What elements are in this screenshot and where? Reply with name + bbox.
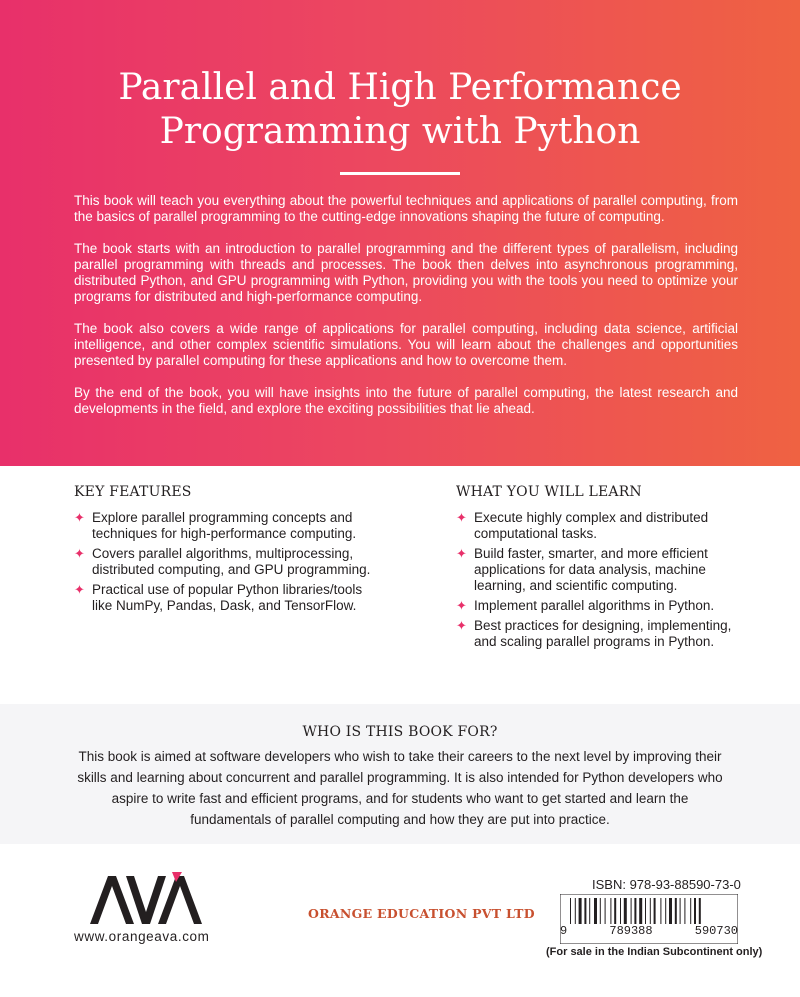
book-title-line-1: Parallel and High Performance [118,67,682,108]
list-item-text: Covers parallel algorithms, multiprocessing, distributed computing, and GPU programming. [92,546,371,577]
description-paragraph: The book also covers a wide range of applications for parallel computing, including data science, artificial intelligence, and other complex scientific simulations. You will learn about the challenges and opportunities presented by parallel computing for these applications and how to overcome them. [74,321,738,368]
list-item [456,510,756,542]
list-item [74,546,374,578]
description-paragraph: This book will teach you everything about the powerful techniques and applications of parallel computing, from the basics of parallel programming to the cutting-edge innovations shaping the future of computing. [74,193,738,224]
key-features-list [74,510,374,614]
four-point-star-icon: ✦ [456,510,467,525]
list-item-text: Explore parallel programming concepts and techniques for high-performance computing. [92,510,357,541]
list-item-text: Practical use of popular Python libraries/tools like NumPy, Pandas, Dask, and TensorFlow. [92,582,363,613]
what-you-will-learn-heading: WHAT YOU WILL LEARN [456,484,642,500]
publisher-name: ORANGE EDUCATION PVT LTD [308,906,535,921]
barcode-digit-group: 590730 [694,924,738,938]
four-point-star-icon: ✦ [74,546,85,561]
title-divider [340,172,460,175]
list-item [456,618,756,650]
what-you-will-learn-section [456,484,756,654]
four-point-star-icon: ✦ [456,546,467,561]
book-title-line-2: Programming with Python [159,111,641,152]
list-item [456,546,756,594]
isbn-text: ISBN: 978-93-88590-73-0 [592,877,741,892]
four-point-star-icon: ✦ [74,510,85,525]
cover-hero [0,0,800,466]
ava-logo [86,870,206,934]
barcode-digits [560,924,738,938]
barcode-digit-group: 9 [560,924,568,938]
four-point-star-icon: ✦ [456,618,467,633]
website-url: www.orangeava.com [74,929,210,944]
description-paragraph: The book starts with an introduction to parallel programming and the different types of parallelism, including parallel programming with threads and processes. The book then delves into asynchronous programming, distributed Python, and GPU programming with Python, providing you with the tools you need to optimize your programs for distributed and high-performance computing. [74,241,738,304]
list-item [74,510,374,542]
audience-heading: WHO IS THIS BOOK FOR? [302,724,498,740]
list-item [456,598,756,614]
key-features-heading: KEY FEATURES [74,484,192,500]
book-title [0,66,800,154]
list-item-text: Execute highly complex and distributed computational tasks. [474,510,709,541]
list-item-text: Implement parallel algorithms in Python. [474,598,715,613]
audience-section [0,704,800,844]
list-item-text: Best practices for designing, implementing, and scaling parallel programs in Python. [474,618,732,649]
four-point-star-icon: ✦ [74,582,85,597]
list-item [74,582,374,614]
four-point-star-icon: ✦ [456,598,467,613]
description-paragraph: By the end of the book, you will have insights into the future of parallel computing, the latest research and developments in the field, and explore the exciting possibilities that lie ahead. [74,385,738,416]
list-item-text: Build faster, smarter, and more efficient applications for data analysis, machine learning, and scientific computing. [474,546,708,593]
barcode-digit-group: 789388 [609,924,653,938]
key-features-section [74,484,374,618]
sale-note: (For sale in the Indian Subcontinent only) [546,946,763,958]
book-description [74,193,738,433]
audience-text: This book is aimed at software developers who wish to take their careers to the next level by improving their skills and learning about concurrent and parallel programming. It is also intended for Python developers who aspire to write fast and efficient programs, and for students who want to get started and learn the fundamentals of parallel computing and how they are put into practice. [77,749,723,827]
what-you-will-learn-list [456,510,756,650]
